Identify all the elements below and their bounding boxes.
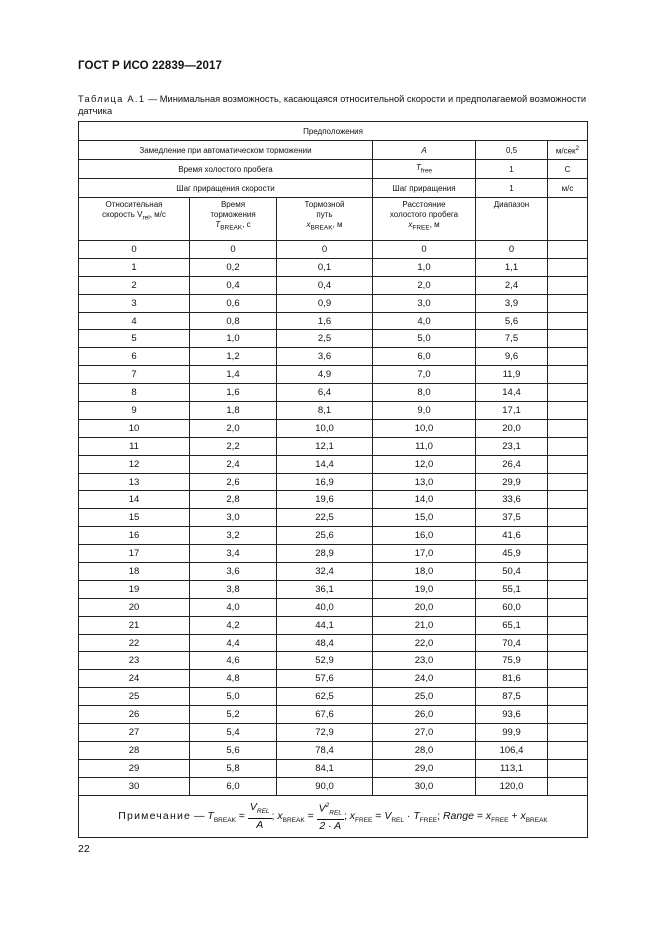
assumption-value: 1 — [476, 179, 548, 198]
table-cell: 2,2 — [190, 437, 277, 455]
table-row — [79, 348, 588, 366]
table-cell: 14,4 — [476, 384, 548, 402]
table-cell: 8 — [79, 384, 190, 402]
table-cell: 28,0 — [373, 741, 476, 759]
table-cell-empty — [548, 545, 588, 563]
table-cell-empty — [548, 294, 588, 312]
table-cell: 20 — [79, 598, 190, 616]
document-header: ГОСТ Р ИСО 22839—2017 — [78, 60, 223, 72]
table-cell-empty — [548, 616, 588, 634]
assumption-symbol: Шаг приращения — [373, 179, 476, 198]
table-cell: 10,0 — [373, 419, 476, 437]
assumption-unit: С — [548, 160, 588, 179]
table-cell: 25,6 — [277, 527, 373, 545]
table-cell: 0,6 — [190, 294, 277, 312]
table-row — [79, 670, 588, 688]
table-cell: 3,6 — [190, 563, 277, 581]
table-cell: 70,4 — [476, 634, 548, 652]
table-cell: 10,0 — [277, 419, 373, 437]
table-cell: 9,6 — [476, 348, 548, 366]
table-cell: 5,6 — [476, 312, 548, 330]
table-cell-empty — [548, 473, 588, 491]
table-cell: 18 — [79, 563, 190, 581]
table-row — [79, 312, 588, 330]
assumption-desc: Шаг приращения скорости — [79, 179, 373, 198]
table-cell: 1,2 — [190, 348, 277, 366]
table-cell-empty — [548, 509, 588, 527]
table-cell: 5,8 — [190, 759, 277, 777]
table-row — [79, 759, 588, 777]
table-cell: 29,9 — [476, 473, 548, 491]
column-header-empty — [548, 198, 588, 241]
table-cell: 14 — [79, 491, 190, 509]
table-cell: 16,0 — [373, 527, 476, 545]
table-cell: 50,4 — [476, 563, 548, 581]
table-cell: 6,0 — [190, 777, 277, 795]
table-cell: 75,9 — [476, 652, 548, 670]
table-cell: 0,4 — [190, 276, 277, 294]
table-cell-empty — [548, 348, 588, 366]
table-cell-empty — [548, 437, 588, 455]
table-cell: 0 — [476, 241, 548, 259]
note-label: Примечание — [118, 809, 192, 822]
table-row — [79, 330, 588, 348]
table-cell: 9,0 — [373, 402, 476, 420]
table-cell: 1,1 — [476, 258, 548, 276]
caption-label: Таблица А.1 — [78, 94, 146, 104]
table-cell: 17,1 — [476, 402, 548, 420]
table-cell: 4,8 — [190, 670, 277, 688]
table-cell: 36,1 — [277, 580, 373, 598]
table-cell: 28 — [79, 741, 190, 759]
assumption-row — [79, 179, 588, 198]
table-cell: 1,8 — [190, 402, 277, 420]
table-cell: 4,0 — [190, 598, 277, 616]
table-cell: 33,6 — [476, 491, 548, 509]
table-cell: 1,0 — [373, 258, 476, 276]
table-cell: 25,0 — [373, 688, 476, 706]
table-cell-empty — [548, 366, 588, 384]
table-row — [79, 384, 588, 402]
assumption-row — [79, 141, 588, 160]
column-header-braking-time: Время торможения $T_{BREAK}$, с — [190, 198, 277, 241]
table-row — [79, 258, 588, 276]
table-cell: 12,0 — [373, 455, 476, 473]
table-cell: 1,6 — [190, 384, 277, 402]
table-cell-empty — [548, 777, 588, 795]
table-cell: 32,4 — [277, 563, 373, 581]
table-cell: 22 — [79, 634, 190, 652]
assumption-symbol: A — [373, 141, 476, 160]
table-cell-empty — [548, 563, 588, 581]
table-cell: 27,0 — [373, 724, 476, 742]
table-cell: 13 — [79, 473, 190, 491]
table-cell: 3 — [79, 294, 190, 312]
table-cell: 14,0 — [373, 491, 476, 509]
table-cell: 7,0 — [373, 366, 476, 384]
table-cell: 0,9 — [277, 294, 373, 312]
table-row — [79, 652, 588, 670]
table-cell: 44,1 — [277, 616, 373, 634]
table-cell: 30,0 — [373, 777, 476, 795]
table-row — [79, 741, 588, 759]
table-cell: 2,0 — [373, 276, 476, 294]
table-cell: 11 — [79, 437, 190, 455]
formula-fraction: $\frac{V_{REL}}{A}$ — [249, 801, 270, 832]
table-cell: 3,2 — [190, 527, 277, 545]
assumption-unit: м/сек$^2$ — [548, 141, 588, 160]
table-cell: 23 — [79, 652, 190, 670]
table-cell: 2,0 — [190, 419, 277, 437]
table-cell-empty — [548, 598, 588, 616]
table-cell: 7 — [79, 366, 190, 384]
column-header-free-distance: Расстояние холостого пробега $x_{FREE}$, м — [373, 198, 476, 241]
table-cell: 12,1 — [277, 437, 373, 455]
table-cell: 72,9 — [277, 724, 373, 742]
table-row — [79, 688, 588, 706]
table-cell: 17,0 — [373, 545, 476, 563]
assumption-desc: Время холостого пробега — [79, 160, 373, 179]
table-cell: 22,5 — [277, 509, 373, 527]
table-cell: 5,2 — [190, 706, 277, 724]
table-cell: 3,4 — [190, 545, 277, 563]
table-cell: 87,5 — [476, 688, 548, 706]
table-cell-empty — [548, 241, 588, 259]
table-row — [79, 366, 588, 384]
table-cell-empty — [548, 419, 588, 437]
assumption-value: 1 — [476, 160, 548, 179]
table-cell: 1,6 — [277, 312, 373, 330]
table-cell: 0,1 — [277, 258, 373, 276]
table-cell: 113,1 — [476, 759, 548, 777]
table-cell: 4,6 — [190, 652, 277, 670]
table-cell: 26,4 — [476, 455, 548, 473]
table-cell: 41,6 — [476, 527, 548, 545]
table-cell: 19,0 — [373, 580, 476, 598]
column-header-braking-distance: Тормозной путь $x_{BREAK}$, м — [277, 198, 373, 241]
table-cell-empty — [548, 759, 588, 777]
table-cell: 10 — [79, 419, 190, 437]
table-cell: 0,4 — [277, 276, 373, 294]
table-cell-empty — [548, 688, 588, 706]
table-cell: 28,9 — [277, 545, 373, 563]
table-cell: 29,0 — [373, 759, 476, 777]
table-cell-empty — [548, 580, 588, 598]
table-cell: 5 — [79, 330, 190, 348]
table-cell: 4 — [79, 312, 190, 330]
table-cell: 2,5 — [277, 330, 373, 348]
table-cell: 3,9 — [476, 294, 548, 312]
table-cell: 21,0 — [373, 616, 476, 634]
table-cell-empty — [548, 634, 588, 652]
table-cell: 0,8 — [190, 312, 277, 330]
table-cell: 55,1 — [476, 580, 548, 598]
table-cell: 4,2 — [190, 616, 277, 634]
table-cell: 62,5 — [277, 688, 373, 706]
table-row — [79, 616, 588, 634]
table-cell: 2,8 — [190, 491, 277, 509]
table-cell: 40,0 — [277, 598, 373, 616]
table-cell: 30 — [79, 777, 190, 795]
table-row — [79, 294, 588, 312]
table-row — [79, 777, 588, 795]
table-row — [79, 509, 588, 527]
table-cell: 3,8 — [190, 580, 277, 598]
table-cell: 27 — [79, 724, 190, 742]
table-row — [79, 598, 588, 616]
assumptions-title: Предположения — [79, 122, 588, 141]
table-cell: 29 — [79, 759, 190, 777]
table-cell-empty — [548, 741, 588, 759]
table-cell: 81,6 — [476, 670, 548, 688]
table-cell: 18,0 — [373, 563, 476, 581]
table-cell: 11,9 — [476, 366, 548, 384]
table-caption — [78, 93, 588, 117]
table-cell: 25 — [79, 688, 190, 706]
table-cell: 15 — [79, 509, 190, 527]
table-cell: 9 — [79, 402, 190, 420]
table-cell: 1 — [79, 258, 190, 276]
table-cell: 5,0 — [373, 330, 476, 348]
table-row — [79, 276, 588, 294]
table-cell: 106,4 — [476, 741, 548, 759]
table-cell: 3,6 — [277, 348, 373, 366]
table-cell: 20,0 — [373, 598, 476, 616]
table-row — [79, 563, 588, 581]
table-cell: 0 — [373, 241, 476, 259]
table-cell: 6 — [79, 348, 190, 366]
table-cell: 4,9 — [277, 366, 373, 384]
column-header-row — [79, 198, 588, 241]
table-cell: 26,0 — [373, 706, 476, 724]
table-cell-empty — [548, 652, 588, 670]
table-cell: 37,5 — [476, 509, 548, 527]
table-cell: 0,2 — [190, 258, 277, 276]
table-row — [79, 491, 588, 509]
table-cell: 23,1 — [476, 437, 548, 455]
table-row — [79, 724, 588, 742]
table-cell-empty — [548, 670, 588, 688]
table-cell: 2,6 — [190, 473, 277, 491]
table-row — [79, 527, 588, 545]
table-cell: 24 — [79, 670, 190, 688]
assumption-desc: Замедление при автоматическом торможении — [79, 141, 373, 160]
table-cell: 13,0 — [373, 473, 476, 491]
table-cell: 12 — [79, 455, 190, 473]
table-cell: 90,0 — [277, 777, 373, 795]
page-number: 22 — [78, 843, 90, 855]
table-cell-empty — [548, 384, 588, 402]
table-row — [79, 455, 588, 473]
speed-capability-table — [78, 121, 588, 838]
table-cell: 24,0 — [373, 670, 476, 688]
table-row — [79, 437, 588, 455]
assumption-unit: м/с — [548, 179, 588, 198]
table-cell: 23,0 — [373, 652, 476, 670]
table-row — [79, 241, 588, 259]
table-cell: 5,0 — [190, 688, 277, 706]
table-cell: 8,0 — [373, 384, 476, 402]
table-cell-empty — [548, 312, 588, 330]
table-cell: 120,0 — [476, 777, 548, 795]
table-cell: 8,1 — [277, 402, 373, 420]
table-cell: 26 — [79, 706, 190, 724]
table-cell: 16 — [79, 527, 190, 545]
table-cell-empty — [548, 276, 588, 294]
table-cell: 0 — [277, 241, 373, 259]
table-cell: 2,4 — [190, 455, 277, 473]
table-cell: 2 — [79, 276, 190, 294]
table-note: Примечание — $T_{BREAK}$ = $\frac{V_{REL}}{A}$ ; $x_{BREAK}$ = $\frac{V^2_{REL}}{2 \cdot A}$ ; $x_{FREE} = V_{REL} \cdot T_{FREE}$; Range = $x_{FREE} + x_{BREAK}$ — [79, 795, 588, 837]
table-cell: 3,0 — [190, 509, 277, 527]
table-cell: 67,6 — [277, 706, 373, 724]
caption-text: — Минимальная возможность, касающаяся относительной скорости и предполагаемой возможности датчика — [78, 94, 587, 116]
table-cell-empty — [548, 258, 588, 276]
table-cell: 7,5 — [476, 330, 548, 348]
table-cell-empty — [548, 491, 588, 509]
table-cell: 22,0 — [373, 634, 476, 652]
assumption-symbol: $T_{free}$ — [373, 160, 476, 179]
table-cell: 19 — [79, 580, 190, 598]
table-cell: 2,4 — [476, 276, 548, 294]
table-row — [79, 402, 588, 420]
table-cell: 99,9 — [476, 724, 548, 742]
table-cell: 0 — [190, 241, 277, 259]
table-cell: 17 — [79, 545, 190, 563]
table-cell: 78,4 — [277, 741, 373, 759]
table-row — [79, 419, 588, 437]
table-cell: 57,6 — [277, 670, 373, 688]
table-cell: 21 — [79, 616, 190, 634]
table-cell: 0 — [79, 241, 190, 259]
formula-fraction: $\frac{V^2_{REL}}{2 \cdot A}$ — [318, 801, 342, 833]
table-cell: 6,4 — [277, 384, 373, 402]
table-cell: 52,9 — [277, 652, 373, 670]
table-cell: 1,4 — [190, 366, 277, 384]
assumption-row — [79, 160, 588, 179]
table-cell: 16,9 — [277, 473, 373, 491]
table-cell: 6,0 — [373, 348, 476, 366]
table-cell-empty — [548, 527, 588, 545]
column-header-relative-speed: Относительная скорость $V_{rel}$, м/с — [79, 198, 190, 241]
table-cell: 3,0 — [373, 294, 476, 312]
table-cell-empty — [548, 455, 588, 473]
table-cell: 11,0 — [373, 437, 476, 455]
table-cell-empty — [548, 724, 588, 742]
table-cell: 5,6 — [190, 741, 277, 759]
table-row — [79, 634, 588, 652]
table-row — [79, 545, 588, 563]
assumption-value: 0,5 — [476, 141, 548, 160]
column-header-range: Диапазон — [476, 198, 548, 241]
table-cell-empty — [548, 402, 588, 420]
table-row — [79, 473, 588, 491]
table-cell: 84,1 — [277, 759, 373, 777]
table-row — [79, 706, 588, 724]
table-cell: 15,0 — [373, 509, 476, 527]
table-cell: 4,4 — [190, 634, 277, 652]
table-cell: 65,1 — [476, 616, 548, 634]
table-cell: 19,6 — [277, 491, 373, 509]
table-cell: 60,0 — [476, 598, 548, 616]
table-cell: 20,0 — [476, 419, 548, 437]
table-cell: 4,0 — [373, 312, 476, 330]
table-cell: 45,9 — [476, 545, 548, 563]
table-cell: 14,4 — [277, 455, 373, 473]
table-cell: 93,6 — [476, 706, 548, 724]
table-cell: 5,4 — [190, 724, 277, 742]
table-row — [79, 580, 588, 598]
table-cell-empty — [548, 706, 588, 724]
table-cell: 48,4 — [277, 634, 373, 652]
table-cell: 1,0 — [190, 330, 277, 348]
table-cell-empty — [548, 330, 588, 348]
